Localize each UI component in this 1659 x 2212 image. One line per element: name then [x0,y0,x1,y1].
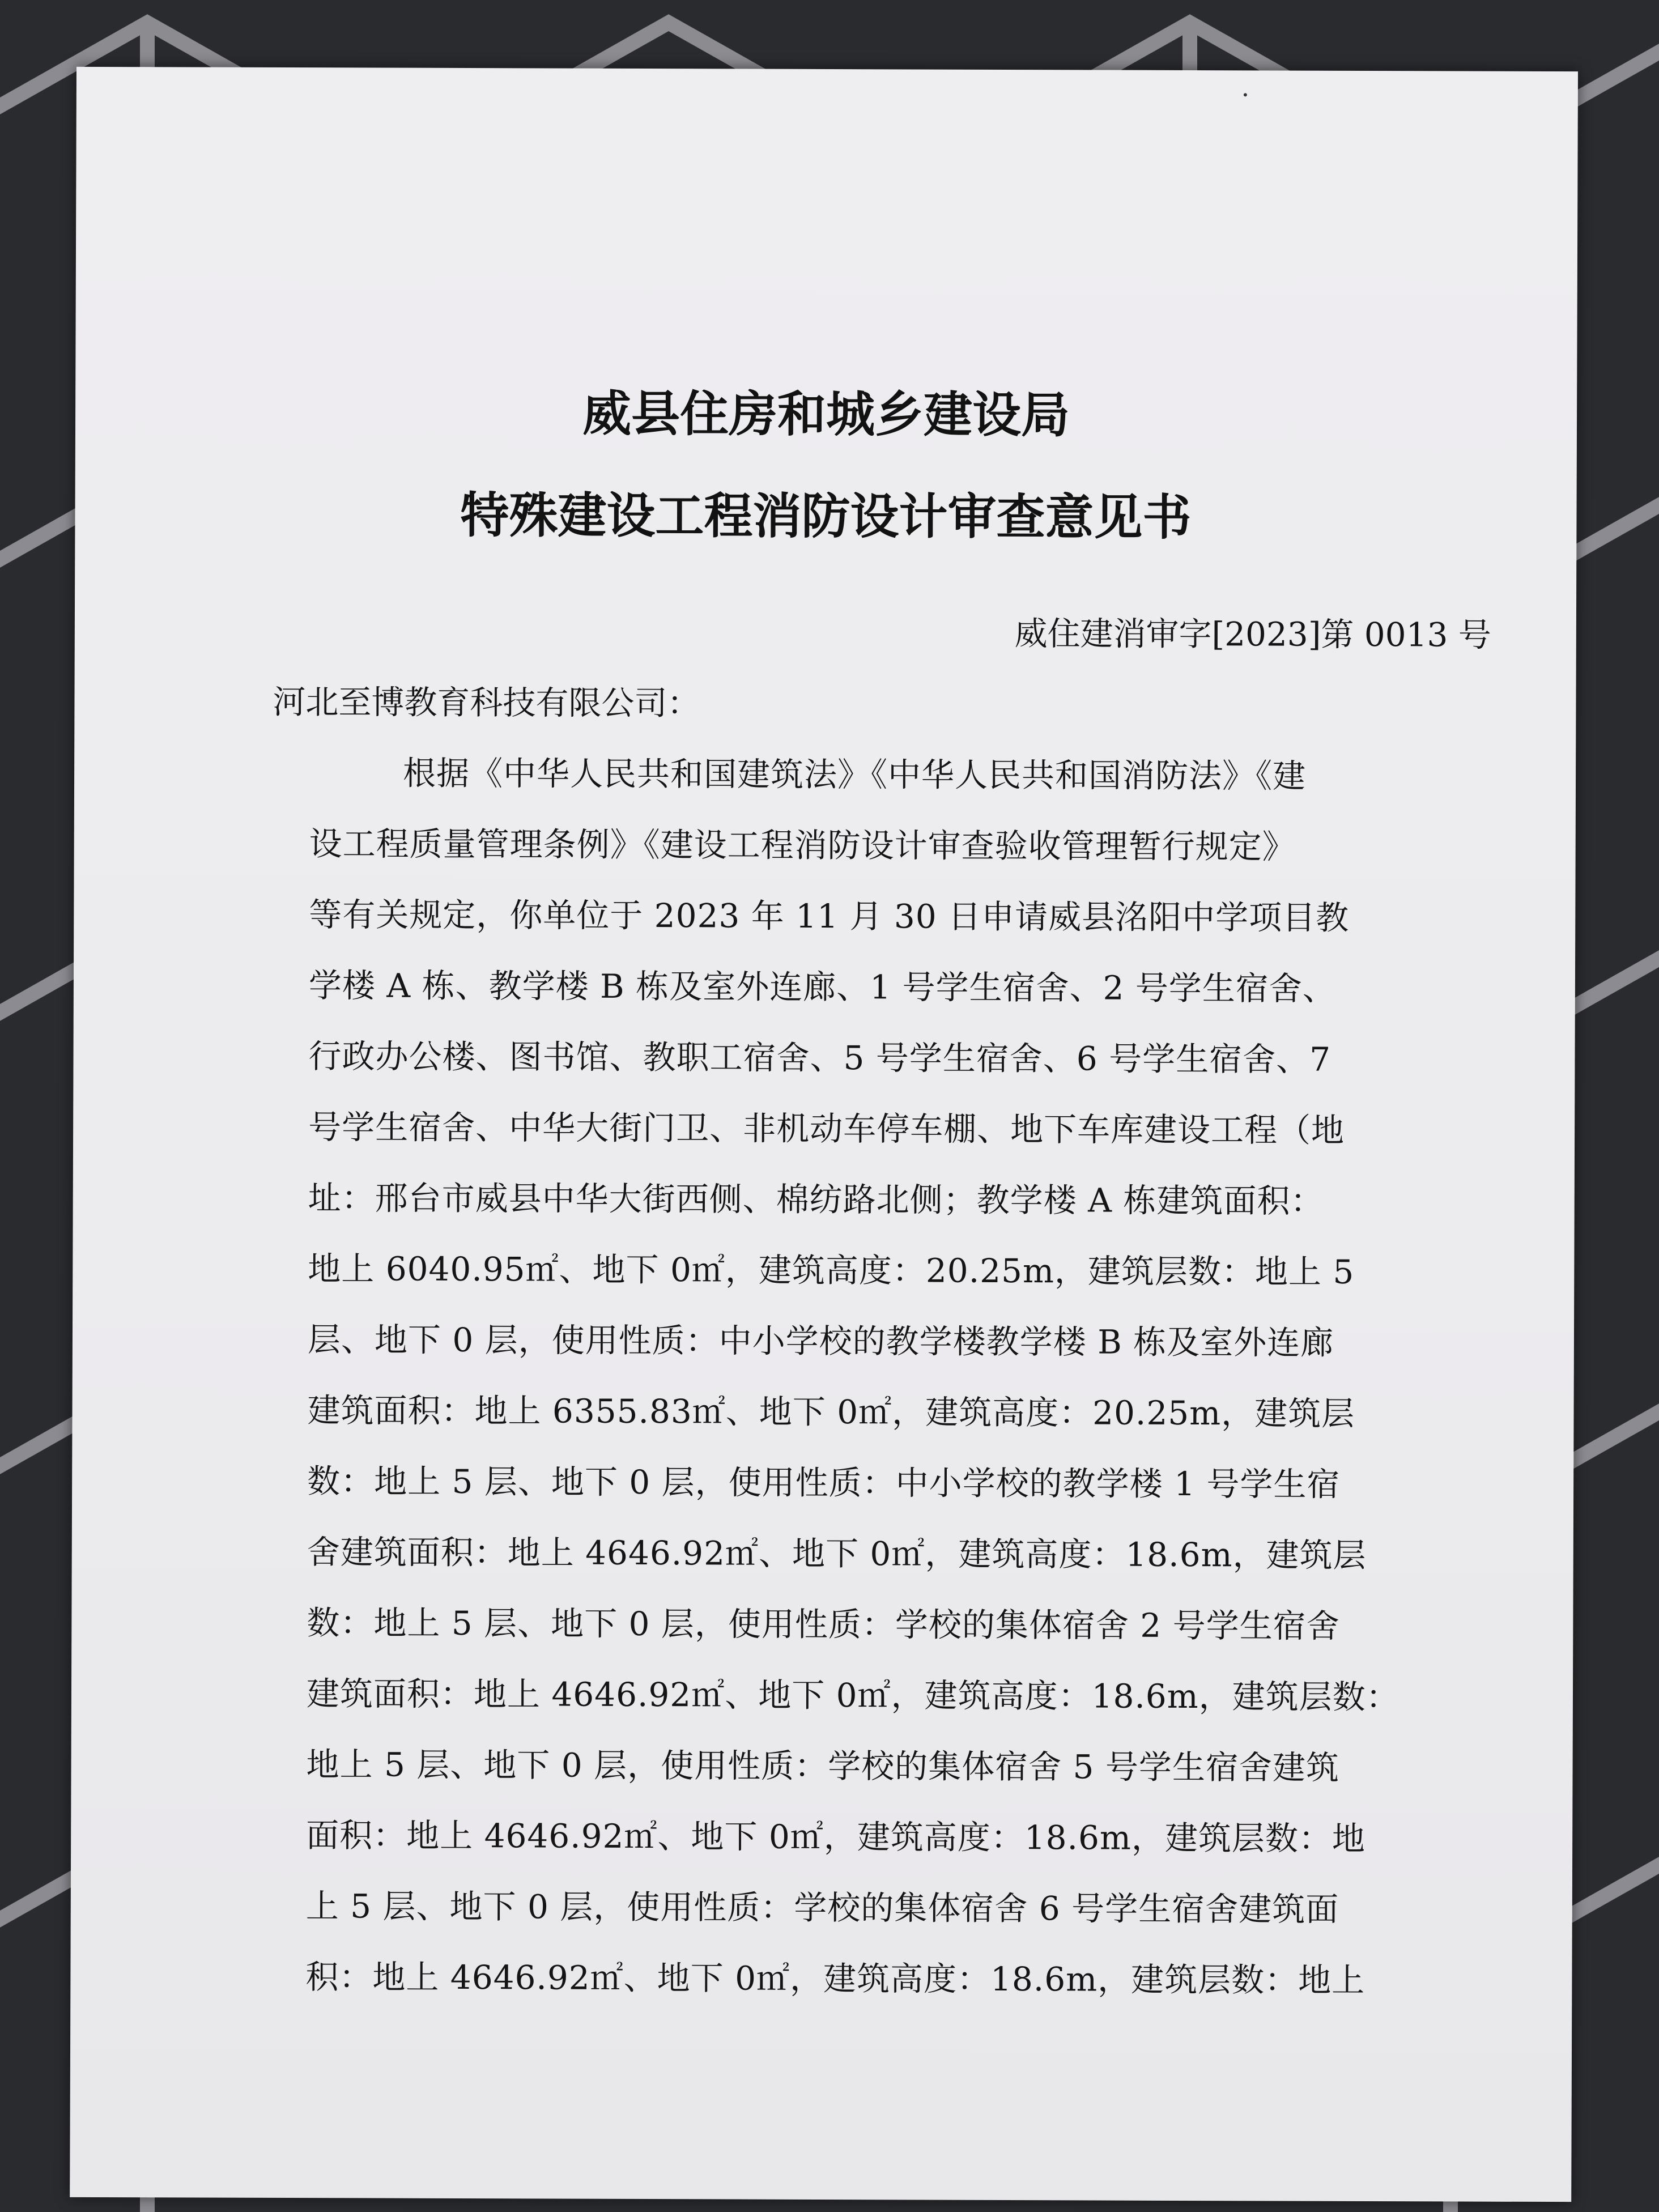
document-body [305,750,1431,2028]
body-line: 建筑面积：地上 6355.83㎡、地下 0㎡，建筑高度：20.25m，建筑层 [307,1391,1355,1433]
body-line: 学楼 A 栋、教学楼 B 栋及室外连廊、1 号学生宿舍、2 号学生宿舍、 [308,966,1336,1008]
body-line: 建筑面积：地上 4646.92㎡、地下 0㎡，建筑高度：18.6m，建筑层数： [306,1674,1399,1717]
body-line: 地上 6040.95㎡、地下 0㎡，建筑高度：20.25m，建筑层数：地上 5 [308,1249,1355,1291]
document-title-line2: 特殊建设工程消防设计审查意见书 [460,487,1192,547]
body-line: 址：邢台市威县中华大街西侧、棉纺路北侧；教学楼 A 栋建筑面积： [308,1179,1324,1220]
recipient: 河北至博教育科技有限公司： [273,682,700,723]
document-title-line1: 威县住房和城乡建设局 [582,385,1070,444]
body-line: 根据《中华人民共和国建筑法》《中华人民共和国消防法》《建 [402,754,1307,796]
body-line: 行政办公楼、图书馆、教职工宿舍、5 号学生宿舍、6 号学生宿舍、7 [308,1037,1332,1079]
body-line: 数：地上 5 层、地下 0 层，使用性质：学校的集体宿舍 2 号学生宿舍 [307,1603,1340,1645]
document-number: 威住建消审字[2023]第 0013 号 [1014,614,1491,654]
body-line: 层、地下 0 层，使用性质：中小学校的教学楼教学楼 B 栋及室外连廊 [307,1320,1334,1362]
document-paper [70,67,1578,2202]
body-line: 舍建筑面积：地上 4646.92㎡、地下 0㎡，建筑高度：18.6m，建筑层 [307,1533,1367,1575]
body-line: 上 5 层、地下 0 层，使用性质：学校的集体宿舍 6 号学生宿舍建筑面 [305,1887,1339,1929]
body-line: 数：地上 5 层、地下 0 层，使用性质：中小学校的教学楼 1 号学生宿 [307,1462,1341,1504]
body-line: 面积：地上 4646.92㎡、地下 0㎡，建筑高度：18.6m，建筑层数：地 [306,1816,1366,1858]
body-line: 设工程质量管理条例》《建设工程消防设计审查验收管理暂行规定》 [309,824,1296,866]
body-line: 号学生宿舍、中华大街门卫、非机动车停车棚、地下车库建设工程（地 [308,1108,1345,1150]
body-line: 地上 5 层、地下 0 层，使用性质：学校的集体宿舍 5 号学生宿舍建筑 [306,1745,1340,1787]
body-line: 等有关规定，你单位于 2023 年 11 月 30 日申请威县洺阳中学项目教 [309,895,1350,937]
paper-speck [1244,93,1247,96]
body-line: 积：地上 4646.92㎡、地下 0㎡，建筑高度：18.6m，建筑层数：地上 [305,1958,1366,2000]
